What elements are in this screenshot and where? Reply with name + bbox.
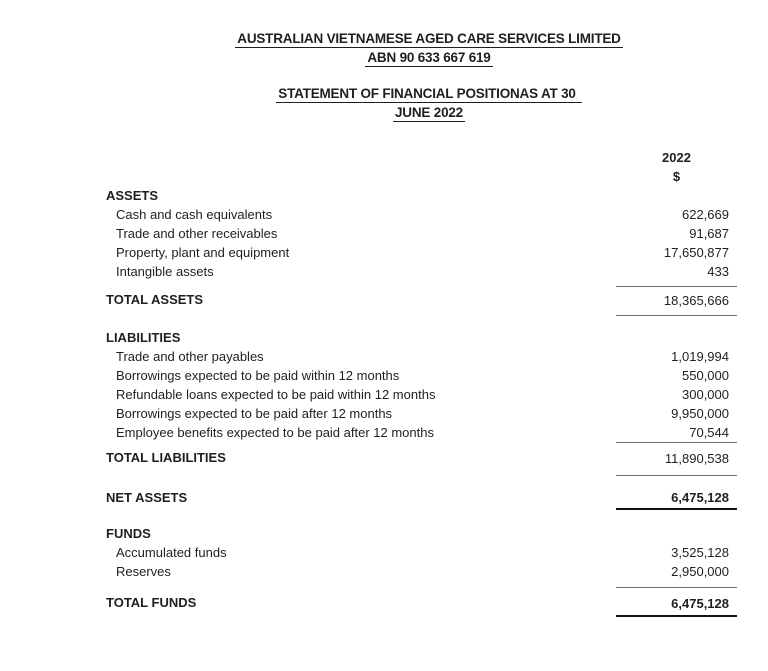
row-value: 9,950,000 [671,406,729,421]
row-intangible-assets [106,262,737,281]
row-borrowings-within-12-months [106,366,737,385]
row-value: 2,950,000 [671,563,729,579]
row-total-assets [106,286,737,316]
row-accumulated-funds [106,543,737,562]
row-label: Intangible assets [116,264,214,279]
section-label: LIABILITIES [106,330,181,345]
statement-date: JUNE 2022 [395,105,463,120]
net-assets-label: NET ASSETS [106,490,188,505]
row-refundable-loans-within-12-months [106,385,737,404]
row-value: 3,525,128 [671,544,729,560]
section-label: ASSETS [106,188,159,203]
statement-title: STATEMENT OF FINANCIAL POSITIONAS AT 30 [276,85,581,103]
company-name: AUSTRALIAN VIETNAMESE AGED CARE SERVICES LIMITED [237,31,621,46]
row-value: 91,687 [689,226,729,241]
section-header-liabilities [106,328,737,347]
row-label: Cash and cash equivalents [116,207,273,222]
value-cell [616,186,737,205]
document-header [90,0,768,122]
row-borrowings-after-12-months [106,404,737,423]
row-value: 622,669 [682,207,729,222]
year-column-header [616,148,737,186]
row-label: Trade and other receivables [116,226,278,241]
total-value: 18,365,666 [616,286,737,316]
row-label: Reserves [116,563,171,579]
total-label: TOTAL ASSETS [106,292,204,307]
row-label: Refundable loans expected to be paid within 12 months [116,387,436,402]
section-label: FUNDS [106,525,151,541]
total-value: 6,475,128 [616,587,737,617]
row-value: 70,544 [689,425,729,440]
row-value: 550,000 [682,368,729,383]
statement-table [106,148,737,617]
total-value: 11,890,538 [616,442,737,476]
company-abn-line [90,48,768,67]
row-total-funds [106,587,737,617]
column-header-row [106,148,737,186]
row-label: Employee benefits expected to be paid after 12 months [116,425,434,440]
row-label: Trade and other payables [116,349,264,364]
row-label: Property, plant and equipment [116,245,290,260]
row-property-plant-equipment [106,243,737,262]
company-name-line [90,29,768,48]
value-cell [616,328,737,347]
net-assets-value: 6,475,128 [616,488,737,510]
section-header-funds [106,524,737,543]
row-label: Accumulated funds [116,544,227,560]
row-total-liabilities [106,442,737,476]
value-cell [616,524,737,543]
section-header-assets [106,186,737,205]
row-label: Borrowings expected to be paid after 12 months [116,406,393,421]
row-cash-and-cash-equivalents [106,205,737,224]
row-trade-and-other-payables [106,347,737,366]
total-label: TOTAL LIABILITIES [106,450,226,465]
row-net-assets [106,488,737,510]
row-reserves [106,562,737,581]
row-value: 1,019,994 [671,349,729,364]
total-label: TOTAL FUNDS [106,594,197,610]
row-trade-and-other-receivables [106,224,737,243]
statement-title-line-2 [90,103,768,122]
statement-title-line-1 [90,84,768,103]
row-value: 300,000 [682,387,729,402]
header-spacer [90,67,768,84]
currency-symbol: $ [672,169,681,184]
row-label: Borrowings expected to be paid within 12 months [116,368,400,383]
column-header-spacer [106,148,616,186]
row-employee-benefits-after-12-months [106,423,737,442]
row-value: 433 [707,264,729,279]
row-value: 17,650,877 [663,245,729,260]
company-abn: ABN 90 633 667 619 [367,50,491,65]
year-header: 2022 [662,150,691,165]
